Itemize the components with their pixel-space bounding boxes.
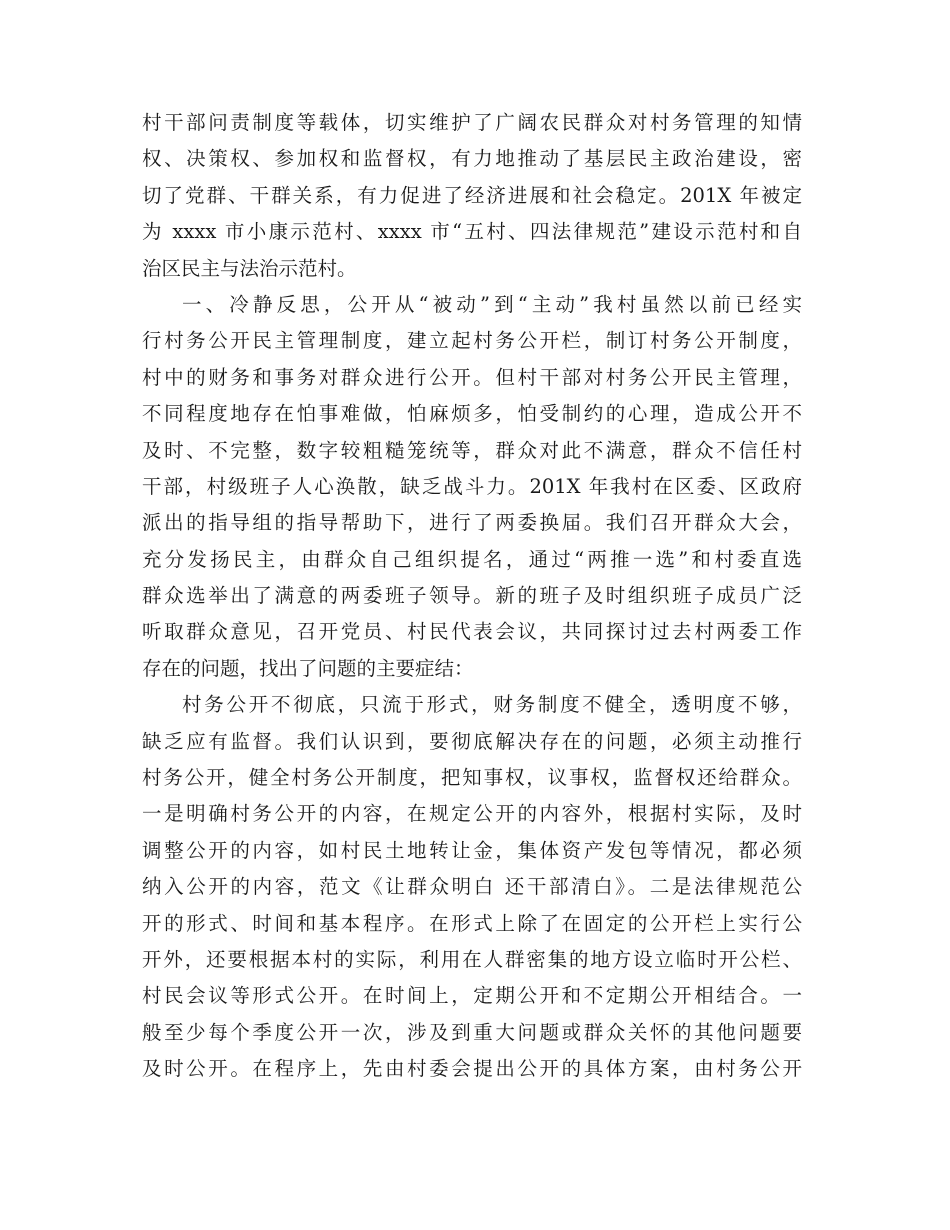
text-line: 村干部问责制度等载体，切实维护了广阔农民群众对村务管理的知情	[142, 111, 802, 134]
text-line: 为 xxxx 市小康示范村、xxxx 市“五村、四法律规范”建设示范村和自	[142, 220, 802, 244]
text-line: 不同程度地存在怕事难做，怕麻烦多，怕受制约的心理，造成公开不	[142, 402, 802, 426]
text-line: 调整公开的内容，如村民土地转让金，集体资产发包等情况，都必须	[142, 838, 802, 862]
text-line: 听取群众意见，召开党员、村民代表会议，共同探讨过去村两委工作	[142, 620, 802, 644]
text-line: 及时公开。在程序上，先由村委会提出公开的具体方案，由村务公开	[142, 1057, 802, 1081]
paragraph-1	[142, 105, 802, 287]
text-line: 村民会议等形式公开。在时间上，定期公开和不定期公开相结合。一	[142, 984, 802, 1008]
text-line: 治区民主与法治示范村。	[142, 256, 357, 280]
text-line: 开外，还要根据本村的实际，利用在人群密集的地方设立临时开公栏、	[142, 947, 802, 971]
text-line: 及时、不完整，数字较粗糙笼统等，群众对此不满意，群众不信任村	[142, 438, 802, 462]
text-line: 般至少每个季度公开一次，涉及到重大问题或群众关怀的其他问题要	[142, 1020, 802, 1044]
text-line: 存在的问题，找出了问题的主要症结：	[142, 656, 474, 680]
text-line: 纳入公开的内容，范文《让群众明白 还干部清白》。二是法律规范公	[142, 875, 802, 899]
text-line: 缺乏应有监督。我们认识到，要彻底解决存在的问题，必须主动推行	[142, 729, 802, 753]
text-line: 开的形式、时间和基本程序。在形式上除了在固定的公开栏上实行公	[142, 911, 802, 935]
text-line: 干部，村级班子人心涣散，缺乏战斗力。201X 年我村在区委、区政府	[142, 474, 802, 498]
document-body	[142, 105, 802, 1088]
text-line: 群众选举出了满意的两委班子领导。新的班子及时组织班子成员广泛	[142, 584, 802, 608]
text-line: 权、决策权、参加权和监督权，有力地推动了基层民主政治建设，密	[142, 147, 802, 171]
text-line: 村务公开不彻底，只流于形式，财务制度不健全，透明度不够，	[182, 693, 802, 717]
text-line: 切了党群、干群关系，有力促进了经济进展和社会稳定。201X 年被定	[142, 183, 802, 207]
text-line: 村中的财务和事务对群众进行公开。但村干部对村务公开民主管理，	[142, 365, 802, 389]
text-line: 派出的指导组的指导帮助下，进行了两委换届。我们召开群众大会，	[142, 511, 802, 535]
text-line: 村务公开，健全村务公开制度，把知事权，议事权，监督权还给群众。	[142, 766, 802, 790]
text-line: 一、冷静反思，公开从“被动”到“主动”我村虽然以前已经实	[182, 292, 802, 316]
paragraph-2	[142, 287, 802, 687]
text-line: 行村务公开民主管理制度，建立起村务公开栏，制订村务公开制度，	[142, 329, 802, 353]
paragraph-3	[142, 687, 802, 1087]
text-line: 充分发扬民主，由群众自己组织提名，通过“两推一选”和村委直选	[142, 547, 802, 571]
text-line: 一是明确村务公开的内容，在规定公开的内容外，根据村实际，及时	[142, 802, 802, 826]
